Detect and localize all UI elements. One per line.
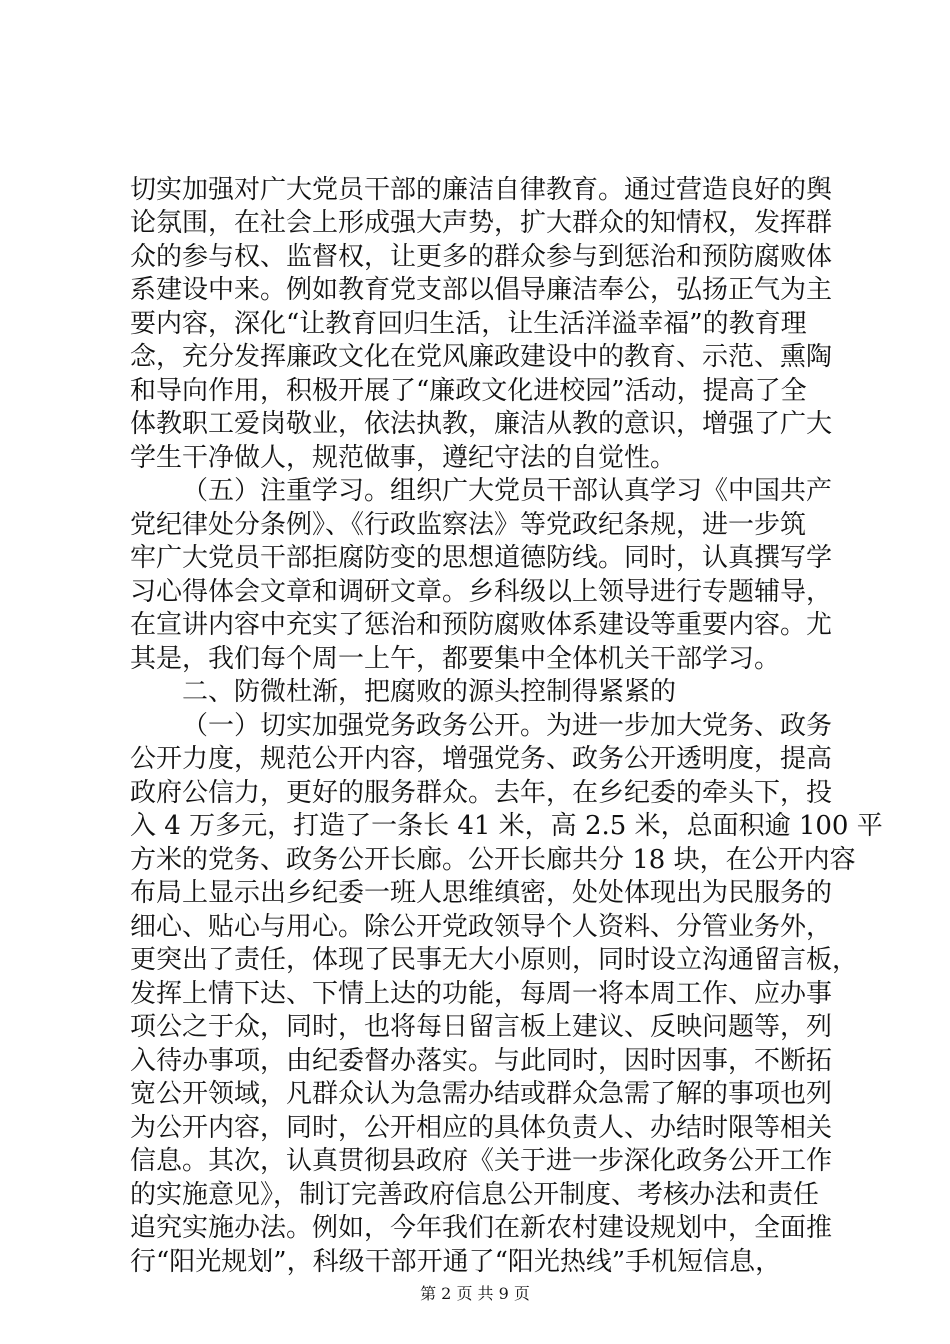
section-heading: （五）注重学习。组织广大党员干部认真学习《中国共产 [182, 476, 833, 506]
page-number: 第 2 页 共 9 页 [420, 1284, 530, 1303]
text-line: 政府公信力，更好的服务群众。去年，在乡纪委的牵头下，投 [130, 778, 833, 808]
text-line: 布局上显示出乡纪委一班人思维缜密，处处体现出为民服务的 [130, 878, 833, 908]
text-line: 信息。其次，认真贯彻县政府《关于进一步深化政务公开工作 [130, 1146, 833, 1176]
section-heading: （一）切实加强党务政务公开。为进一步加大党务、政务 [182, 711, 833, 741]
text-line: 的实施意见》，制订完善政府信息公开制度、考核办法和责任 [130, 1180, 820, 1210]
text-line: 念，充分发挥廉政文化在党风廉政建设中的教育、示范、熏陶 [130, 342, 833, 372]
page-footer [0, 1284, 950, 1304]
text-line: 方米的党务、政务公开长廊。公开长廊共分 18 块，在公开内容 [130, 845, 856, 875]
text-line: 细心、贴心与用心。除公开党政领导个人资料、分管业务外， [130, 912, 833, 942]
text-line: 入 4 万多元，打造了一条长 41 米，高 2.5 米，总面积逾 100 平 [130, 811, 883, 841]
text-line: 在宣讲内容中充实了惩治和预防腐败体系建设等重要内容。尤 [130, 610, 833, 640]
text-line: 行“阳光规划”，科级干部开通了“阳光热线”手机短信息， [130, 1247, 782, 1277]
text-line: 发挥上情下达、下情上达的功能，每周一将本周工作、应办事 [130, 979, 833, 1009]
text-line: 入待办事项，由纪委督办落实。与此同时，因时因事，不断拓 [130, 1046, 833, 1076]
text-line: 项公之于众，同时，也将每日留言板上建议、反映问题等，列 [130, 1012, 833, 1042]
text-line: 论氛围，在社会上形成强大声势，扩大群众的知情权，发挥群 [130, 208, 833, 238]
section-heading: 二、防微杜渐，把腐败的源头控制得紧紧的 [182, 677, 677, 707]
text-line: 牢广大党员干部拒腐防变的思想道德防线。同时，认真撰写学 [130, 543, 833, 573]
text-line: 和导向作用，积极开展了“廉政文化进校园”活动，提高了全 [130, 376, 807, 406]
text-line: 追究实施办法。例如，今年我们在新农村建设规划中，全面推 [130, 1213, 833, 1243]
text-line: 学生干净做人，规范做事，遵纪守法的自觉性。 [130, 443, 677, 473]
text-line: 公开力度，规范公开内容，增强党务、政务公开透明度，提高 [130, 744, 833, 774]
text-line: 体教职工爱岗敬业，依法执教，廉洁从教的意识，增强了广大 [130, 409, 833, 439]
text-line: 系建设中来。例如教育党支部以倡导廉洁奉公，弘扬正气为主 [130, 275, 833, 305]
text-line: 习心得体会文章和调研文章。乡科级以上领导进行专题辅导， [130, 577, 833, 607]
text-line: 宽公开领域，凡群众认为急需办结或群众急需了解的事项也列 [130, 1079, 833, 1109]
text-line: 更突出了责任，体现了民事无大小原则，同时设立沟通留言板， [130, 945, 859, 975]
text-line: 切实加强对广大党员干部的廉洁自律教育。通过营造良好的舆 [130, 175, 833, 205]
text-line: 要内容，深化“让教育回归生活，让生活洋溢幸福”的教育理 [130, 309, 807, 339]
text-line: 其是，我们每个周一上午，都要集中全体机关干部学习。 [130, 644, 781, 674]
text-line: 为公开内容，同时，公开相应的具体负责人、办结时限等相关 [130, 1113, 833, 1143]
text-line: 众的参与权、监督权，让更多的群众参与到惩治和预防腐败体 [130, 242, 833, 272]
text-line: 党纪律处分条例》、《行政监察法》等党政纪条规，进一步筑 [130, 510, 807, 540]
